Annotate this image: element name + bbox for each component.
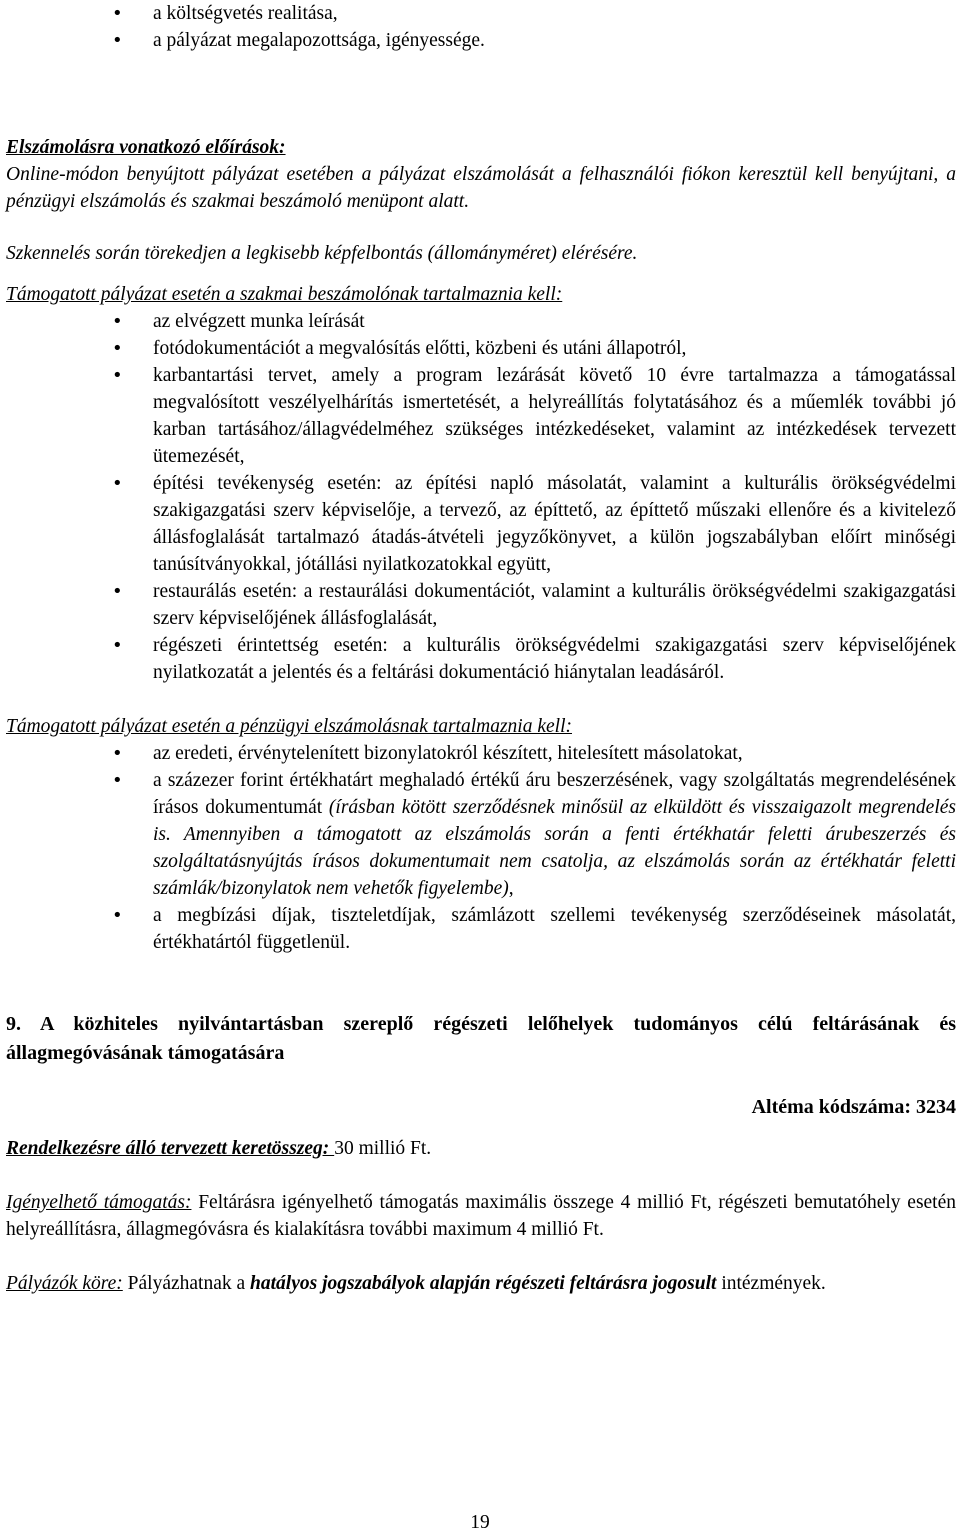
item-text: a százezer forint értékhatárt meghaladó értékű áru beszerzésének, vagy szolgáltatás megrendelésének írásos dokumentumát: [153, 770, 956, 818]
list-item: • a megbízási díjak, tiszteletdíjak, számlázott szellemi tevékenység szerződéseinek másolatát, értékhatártól függetlenül.: [6, 902, 956, 956]
document-page: [6, 0, 956, 1297]
list-item: • a költségvetés realitása,: [6, 0, 956, 27]
page-number: 19: [470, 1512, 490, 1533]
accounting-paragraph: Online-módon benyújtott pályázat esetében a pályázat elszámolását a felhasználói fiókon keresztül kell benyújtani, a pénzügyi elszámolás és szakmai beszámoló menüpont alatt.: [6, 164, 956, 212]
budget-value: 30 millió Ft.: [334, 1138, 432, 1159]
list-item: • régészeti érintettség esetén: a kulturális örökségvédelmi szakigazgatási szerv képviselőjének nyilatkozatát a jelentés és a feltárási dokumentáció hiánytalan leadásáról.: [6, 632, 956, 686]
financial-report-list: [6, 740, 956, 956]
financial-report-heading: Támogatott pályázat esetén a pénzügyi elszámolásnak tartalmaznia kell:: [6, 716, 572, 737]
list-item: • az elvégzett munka leírását: [6, 308, 956, 335]
professional-report-list: [6, 308, 956, 686]
professional-report-heading: Támogatott pályázat esetén a szakmai beszámolónak tartalmaznia kell:: [6, 284, 563, 305]
support-label: Igényelhető támogatás:: [6, 1192, 192, 1213]
subtopic-code: Altéma kódszáma: 3234: [751, 1096, 956, 1118]
scan-note: Szkennelés során törekedjen a legkisebb képfelbontás (állományméret) elérésére.: [6, 243, 638, 264]
list-item: • restaurálás esetén: a restaurálási dokumentációt, valamint a kulturális örökségvédelmi szakigazgatási szerv képviselőjének állásfoglalását,: [6, 578, 956, 632]
support-paragraph: [6, 1189, 956, 1243]
top-bullet-list: [6, 0, 956, 54]
item-text-end: ,: [508, 878, 514, 899]
list-item: • az eredeti, érvénytelenített bizonylatokról készített, hitelesített másolatokat,: [6, 740, 956, 767]
list-item: • fotódokumentációt a megvalósítás előtti, közbeni és utáni állapotról,: [6, 335, 956, 362]
applicants-text-end: intézmények.: [716, 1273, 826, 1294]
applicants-label: Pályázók köre:: [6, 1273, 123, 1294]
list-item: • a pályázat megalapozottsága, igényessége.: [6, 27, 956, 54]
budget-label: Rendelkezésre álló tervezett keretösszeg:: [6, 1138, 335, 1159]
list-item: • építési tevékenység esetén: az építési napló másolatát, valamint a kulturális örökségvédelmi szakigazgatási szerv képviselője, a tervező, az építtető, az építtető műszaki ellenőre és a kivitelező állásfoglalását tartalmazó átadás-átvételi jegyzőkönyvet, a külön jogszabályban előírt minőségi tanúsítványokkal, jótállási nyilatkozatokkal együtt,: [6, 470, 956, 578]
section-9-title: 9. A közhiteles nyilvántartásban szereplő régészeti lelőhelyek tudományos célú feltárásának és állagmegóvásának támogatására: [6, 1013, 956, 1064]
applicants-text: Pályázhatnak a: [122, 1273, 251, 1294]
list-item: • karbantartási tervet, amely a program lezárását követő 10 évre tartalmazza a támogatással megvalósított veszélyelhárítás ismertetését, a helyreállítás folytatásához és a műemlék további jó karban tartásához/állagvédelméhez szükséges intézkedéseket, valamint az intézkedések tervezett ütemezését,: [6, 362, 956, 470]
applicants-paragraph: [6, 1270, 956, 1297]
accounting-heading: Elszámolásra vonatkozó előírások:: [6, 137, 286, 158]
list-item: [6, 767, 956, 902]
budget-line: [6, 1135, 956, 1162]
applicants-bold: hatályos jogszabályok alapján régészeti feltárásra jogosult: [250, 1273, 717, 1294]
item-italic-text: (írásban kötött szerződésnek minősül az elküldött és visszaigazolt megrendelés is. Amennyiben a támogatott az elszámolás során a fenti értékhatár feletti árubeszerzés és szolgáltatásnyújtás írásos dokumentumait nem csatolja, az elszámolás során az értékhatár feletti számlák/bizonylatok nem vehetők figyelembe): [153, 797, 956, 899]
support-text: Feltárásra igényelhető támogatás maximális összege 4 millió Ft, régészeti bemutatóhely esetén helyreállításra, állagmegóvásra és kialakításra további maximum 4 millió Ft.: [6, 1192, 957, 1240]
